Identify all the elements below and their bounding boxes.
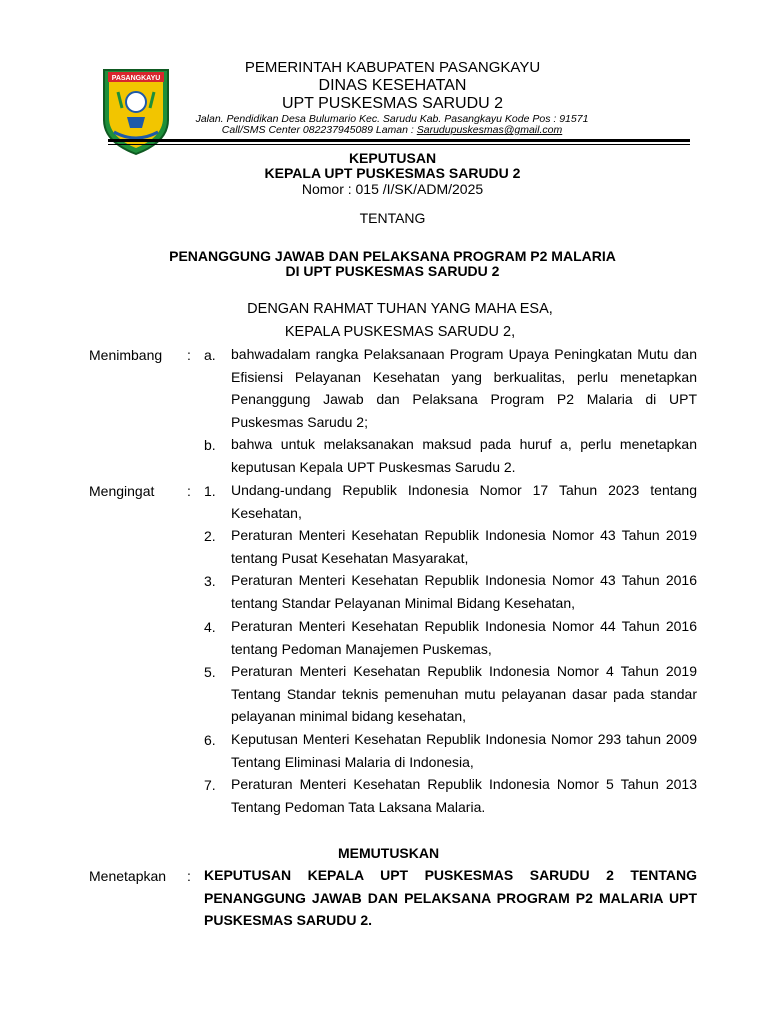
mengingat-marker-5: 5. (204, 664, 216, 680)
logo-banner-text: PASANGKAYU (111, 74, 161, 82)
decree-heading: KEPUTUSAN (348, 150, 437, 166)
menimbang-item-b: bahwa untuk melaksanakan maksud pada huruf a, perlu menetapkan keputusan Kepala UPT Puskesmas Sarudu 2. (231, 436, 697, 475)
mengingat-marker-3: 3. (204, 573, 216, 589)
menimbang-label: Menimbang (89, 347, 163, 363)
mengingat-marker-2: 2. (204, 528, 216, 544)
opening-line1: DENGAN RAHMAT TUHAN YANG MAHA ESA, (247, 301, 553, 317)
menimbang-marker-b: b. (204, 437, 216, 453)
contact-text: Call/SMS Center 082237945089 Laman : (221, 124, 417, 136)
menetapkan-colon: : (187, 868, 191, 884)
mengingat-item-1: Undang-undang Republik Indonesia Nomor 17 Tahun 2023 tentang Kesehatan, (231, 482, 697, 521)
decree-subject-line1: PENANGGUNG JAWAB DAN PELAKSANA PROGRAM P2 MALARIA (169, 248, 616, 264)
mengingat-item-6: Keputusan Menteri Kesehatan Republik Indonesia Nomor 293 tahun 2009 Tentang Eliminasi Malaria di Indonesia, (231, 731, 697, 770)
mengingat-marker-7: 7. (204, 777, 216, 793)
letterhead-department: DINAS KESEHATAN (318, 77, 467, 94)
mengingat-item-7: Peraturan Menteri Kesehatan Republik Indonesia Nomor 5 Tahun 2013 Tentang Pedoman Tata Laksana Malaria. (231, 776, 697, 815)
memutuskan-heading: MEMUTUSKAN (338, 845, 440, 861)
letterhead-contact (172, 124, 612, 136)
letterhead-address: Jalan. Pendidikan Desa Bulumario Kec. Sarudu Kab. Pasangkayu Kode Pos : 91571 (195, 113, 589, 125)
menetapkan-label: Menetapkan (89, 868, 167, 884)
mengingat-item-4: Peraturan Menteri Kesehatan Republik Indonesia Nomor 44 Tahun 2016 tentang Pedoman Manajemen Puskemas, (231, 618, 697, 657)
menimbang-item-a: bahwadalam rangka Pelaksanaan Program Upaya Peningkatan Mutu dan Efisiensi Pelayanan Kesehatan yang berkualitas, perlu menetapkan Penanggung Jawab dan Pelaksana Program P2 Malaria di UPT Puskesmas Sarudu 2; (231, 346, 697, 430)
menetapkan-text: KEPUTUSAN KEPALA UPT PUSKESMAS SARUDU 2 TENTANG PENANGGUNG JAWAB DAN PELAKSANA PROGRAM P2 MALARIA UPT PUSKESMAS SARUDU 2. (204, 867, 697, 929)
mengingat-marker-4: 4. (204, 619, 216, 635)
opening-line2: KEPALA PUSKESMAS SARUDU 2, (284, 324, 516, 340)
menimbang-colon: : (187, 347, 191, 363)
letterhead-government: PEMERINTAH KABUPATEN PASANGKAYU (244, 59, 541, 76)
mengingat-item-2: Peraturan Menteri Kesehatan Republik Indonesia Nomor 43 Tahun 2019 tentang Pusat Kesehatan Masyarakat, (231, 527, 697, 566)
mengingat-item-3: Peraturan Menteri Kesehatan Republik Indonesia Nomor 43 Tahun 2016 tentang Standar Pelayanan Minimal Bidang Kesehatan, (231, 572, 697, 611)
mengingat-colon: : (187, 483, 191, 499)
email-link[interactable]: Sarudupuskesmas@gmail.com (416, 124, 563, 136)
letterhead-institution: UPT PUSKESMAS SARUDU 2 (281, 95, 504, 112)
decree-issuer: KEPALA UPT PUSKESMAS SARUDU 2 (264, 165, 521, 181)
mengingat-marker-6: 6. (204, 732, 216, 748)
letterhead-divider-thin (108, 144, 690, 145)
decree-number: Nomor : 015 /I/SK/ADM/2025 (301, 181, 484, 197)
menimbang-marker-a: a. (204, 347, 216, 363)
mengingat-item-5: Peraturan Menteri Kesehatan Republik Indonesia Nomor 4 Tahun 2019 Tentang Standar teknis pemenuhan mutu pelayanan dasar pada standar pelayanan minimal bidang kesehatan, (231, 663, 697, 725)
tentang-heading: TENTANG (359, 210, 426, 226)
decree-subject-line2: DI UPT PUSKESMAS SARUDU 2 (285, 263, 500, 279)
letterhead-divider-thick (108, 139, 690, 142)
mengingat-marker-1: 1. (204, 483, 216, 499)
mengingat-label: Mengingat (89, 483, 155, 499)
